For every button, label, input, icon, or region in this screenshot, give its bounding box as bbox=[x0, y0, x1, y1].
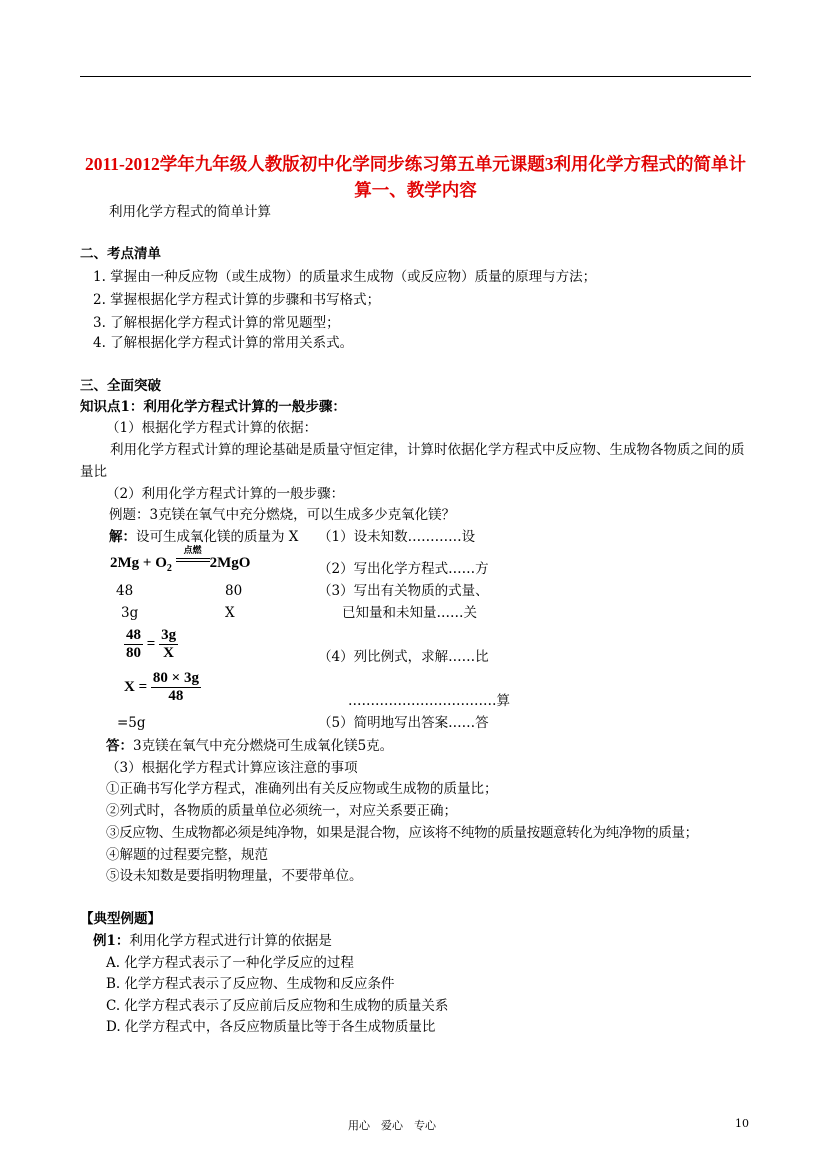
page-number: 10 bbox=[735, 1117, 749, 1130]
result-5g: =5g bbox=[117, 715, 146, 731]
option-a: A. 化学方程式表示了一种化学反应的过程 bbox=[106, 955, 354, 971]
mass-48: 48 bbox=[116, 583, 134, 599]
example-1-label: 例1： bbox=[93, 933, 130, 949]
example-1 bbox=[93, 932, 332, 950]
note-3: ③反应物、生成物都必须是纯净物，如果是混合物，应该将不纯物的质量按题意转化为纯净物的质量； bbox=[106, 825, 698, 841]
step-3b: 已知量和未知量……关 bbox=[342, 605, 477, 621]
page-title: 2011-2012学年九年级人教版初中化学同步练习第五单元课题3利用化学方程式的简单计算一、教学内容 bbox=[84, 154, 747, 200]
solve-x-equation: X = $\frac{80 \times 3g}{48}$ bbox=[124, 670, 199, 704]
fraction-3g-x: $\frac{3g}{X}$ bbox=[161, 627, 177, 661]
example-question: 例题：3克镁在氧气中充分燃烧，可以生成多少克氧化镁？ bbox=[109, 507, 456, 523]
step-4: （4）列比例式，求解……比 bbox=[318, 649, 489, 665]
option-b: B. 化学方程式表示了反应物、生成物和反应条件 bbox=[106, 976, 395, 992]
option-d: D. 化学方程式中，各反应物质量比等于各生成物质量比 bbox=[106, 1019, 436, 1035]
knowledge-point-1: 知识点1：利用化学方程式计算的一般步骤： bbox=[80, 399, 346, 415]
fraction-48-80: $\frac{48}{80}$ bbox=[126, 627, 141, 661]
given-3g: 3g bbox=[121, 605, 139, 621]
content-line: 利用化学方程式的简单计算 bbox=[109, 204, 271, 220]
answer-text: 3克镁在氧气中充分燃烧可生成氧化镁5克。 bbox=[133, 738, 394, 754]
section2-item-2: 2. 掌握根据化学方程式计算的步骤和书写格式； bbox=[93, 292, 381, 308]
equation-right: 2MgO bbox=[209, 555, 251, 571]
note-5: ⑤设未知数是要指明物理量，不要带单位。 bbox=[106, 868, 363, 884]
point2-title: （2）利用化学方程式计算的一般步骤： bbox=[106, 486, 345, 502]
point1-body: 利用化学方程式计算的理论基础是质量守恒定律，计算时依据化学方程式中反应物、生成物各物质之间的质量比 bbox=[80, 442, 745, 480]
step-1: （1）设未知数…………设 bbox=[318, 529, 476, 545]
typical-examples-heading: 【典型例题】 bbox=[80, 911, 161, 927]
step-5: （5）简明地写出答案……答 bbox=[318, 715, 489, 731]
answer-line bbox=[106, 737, 393, 755]
note-1: ①正确书写化学方程式，准确列出有关反应物或生成物的质量比； bbox=[106, 781, 498, 797]
step-3a: （3）写出有关物质的式量、 bbox=[318, 583, 489, 599]
unknown-x: X bbox=[225, 605, 235, 621]
note-4: ④解题的过程要完整，规范 bbox=[106, 847, 268, 863]
section2-item-1: 1. 掌握由一种反应物（或生成物）的质量求生成物（或反应物）质量的原理与方法； bbox=[93, 269, 597, 285]
equation-subscript: 2 bbox=[166, 563, 172, 574]
section2-heading: 二、考点清单 bbox=[80, 246, 161, 262]
mass-80: 80 bbox=[225, 583, 243, 599]
equation-left: 2Mg + O bbox=[110, 555, 167, 571]
example-1-text: 利用化学方程式进行计算的依据是 bbox=[129, 933, 332, 949]
section2-item-3: 3. 了解根据化学方程式计算的常见题型； bbox=[93, 315, 340, 331]
section2-item-4: 4. 了解根据化学方程式计算的常用关系式。 bbox=[93, 335, 354, 351]
reaction-condition: 点燃 bbox=[183, 545, 202, 555]
section3-heading: 三、全面突破 bbox=[80, 378, 161, 394]
point3-title: （3）根据化学方程式计算应该注意的事项 bbox=[106, 760, 358, 776]
chemical-equation bbox=[110, 545, 251, 574]
proportion-equation: $\frac{48}{80}$ = $\frac{3g}{X}$ bbox=[126, 627, 177, 661]
reaction-arrow bbox=[176, 545, 210, 567]
point1-title: （1）根据化学方程式计算的依据： bbox=[106, 420, 318, 436]
answer-label: 答： bbox=[106, 738, 133, 754]
header-rule bbox=[80, 76, 751, 77]
solution-text: 设可生成氧化镁的质量为 X bbox=[136, 529, 299, 545]
option-c: C. 化学方程式表示了反应前后反应物和生成物的质量关系 bbox=[106, 998, 449, 1014]
fraction-80x3g-48: $\frac{80 \times 3g}{48}$ bbox=[152, 670, 199, 704]
note-2: ②列式时，各物质的质量单位必须统一，对应关系要正确； bbox=[106, 803, 457, 819]
solution-label: 解： bbox=[109, 529, 136, 545]
calc-dots: ……………………………算 bbox=[348, 693, 510, 709]
footer-motto: 用心 爱心 专心 bbox=[348, 1119, 436, 1132]
step-2: （2）写出化学方程式……方 bbox=[318, 561, 489, 577]
solution-line bbox=[109, 528, 298, 546]
